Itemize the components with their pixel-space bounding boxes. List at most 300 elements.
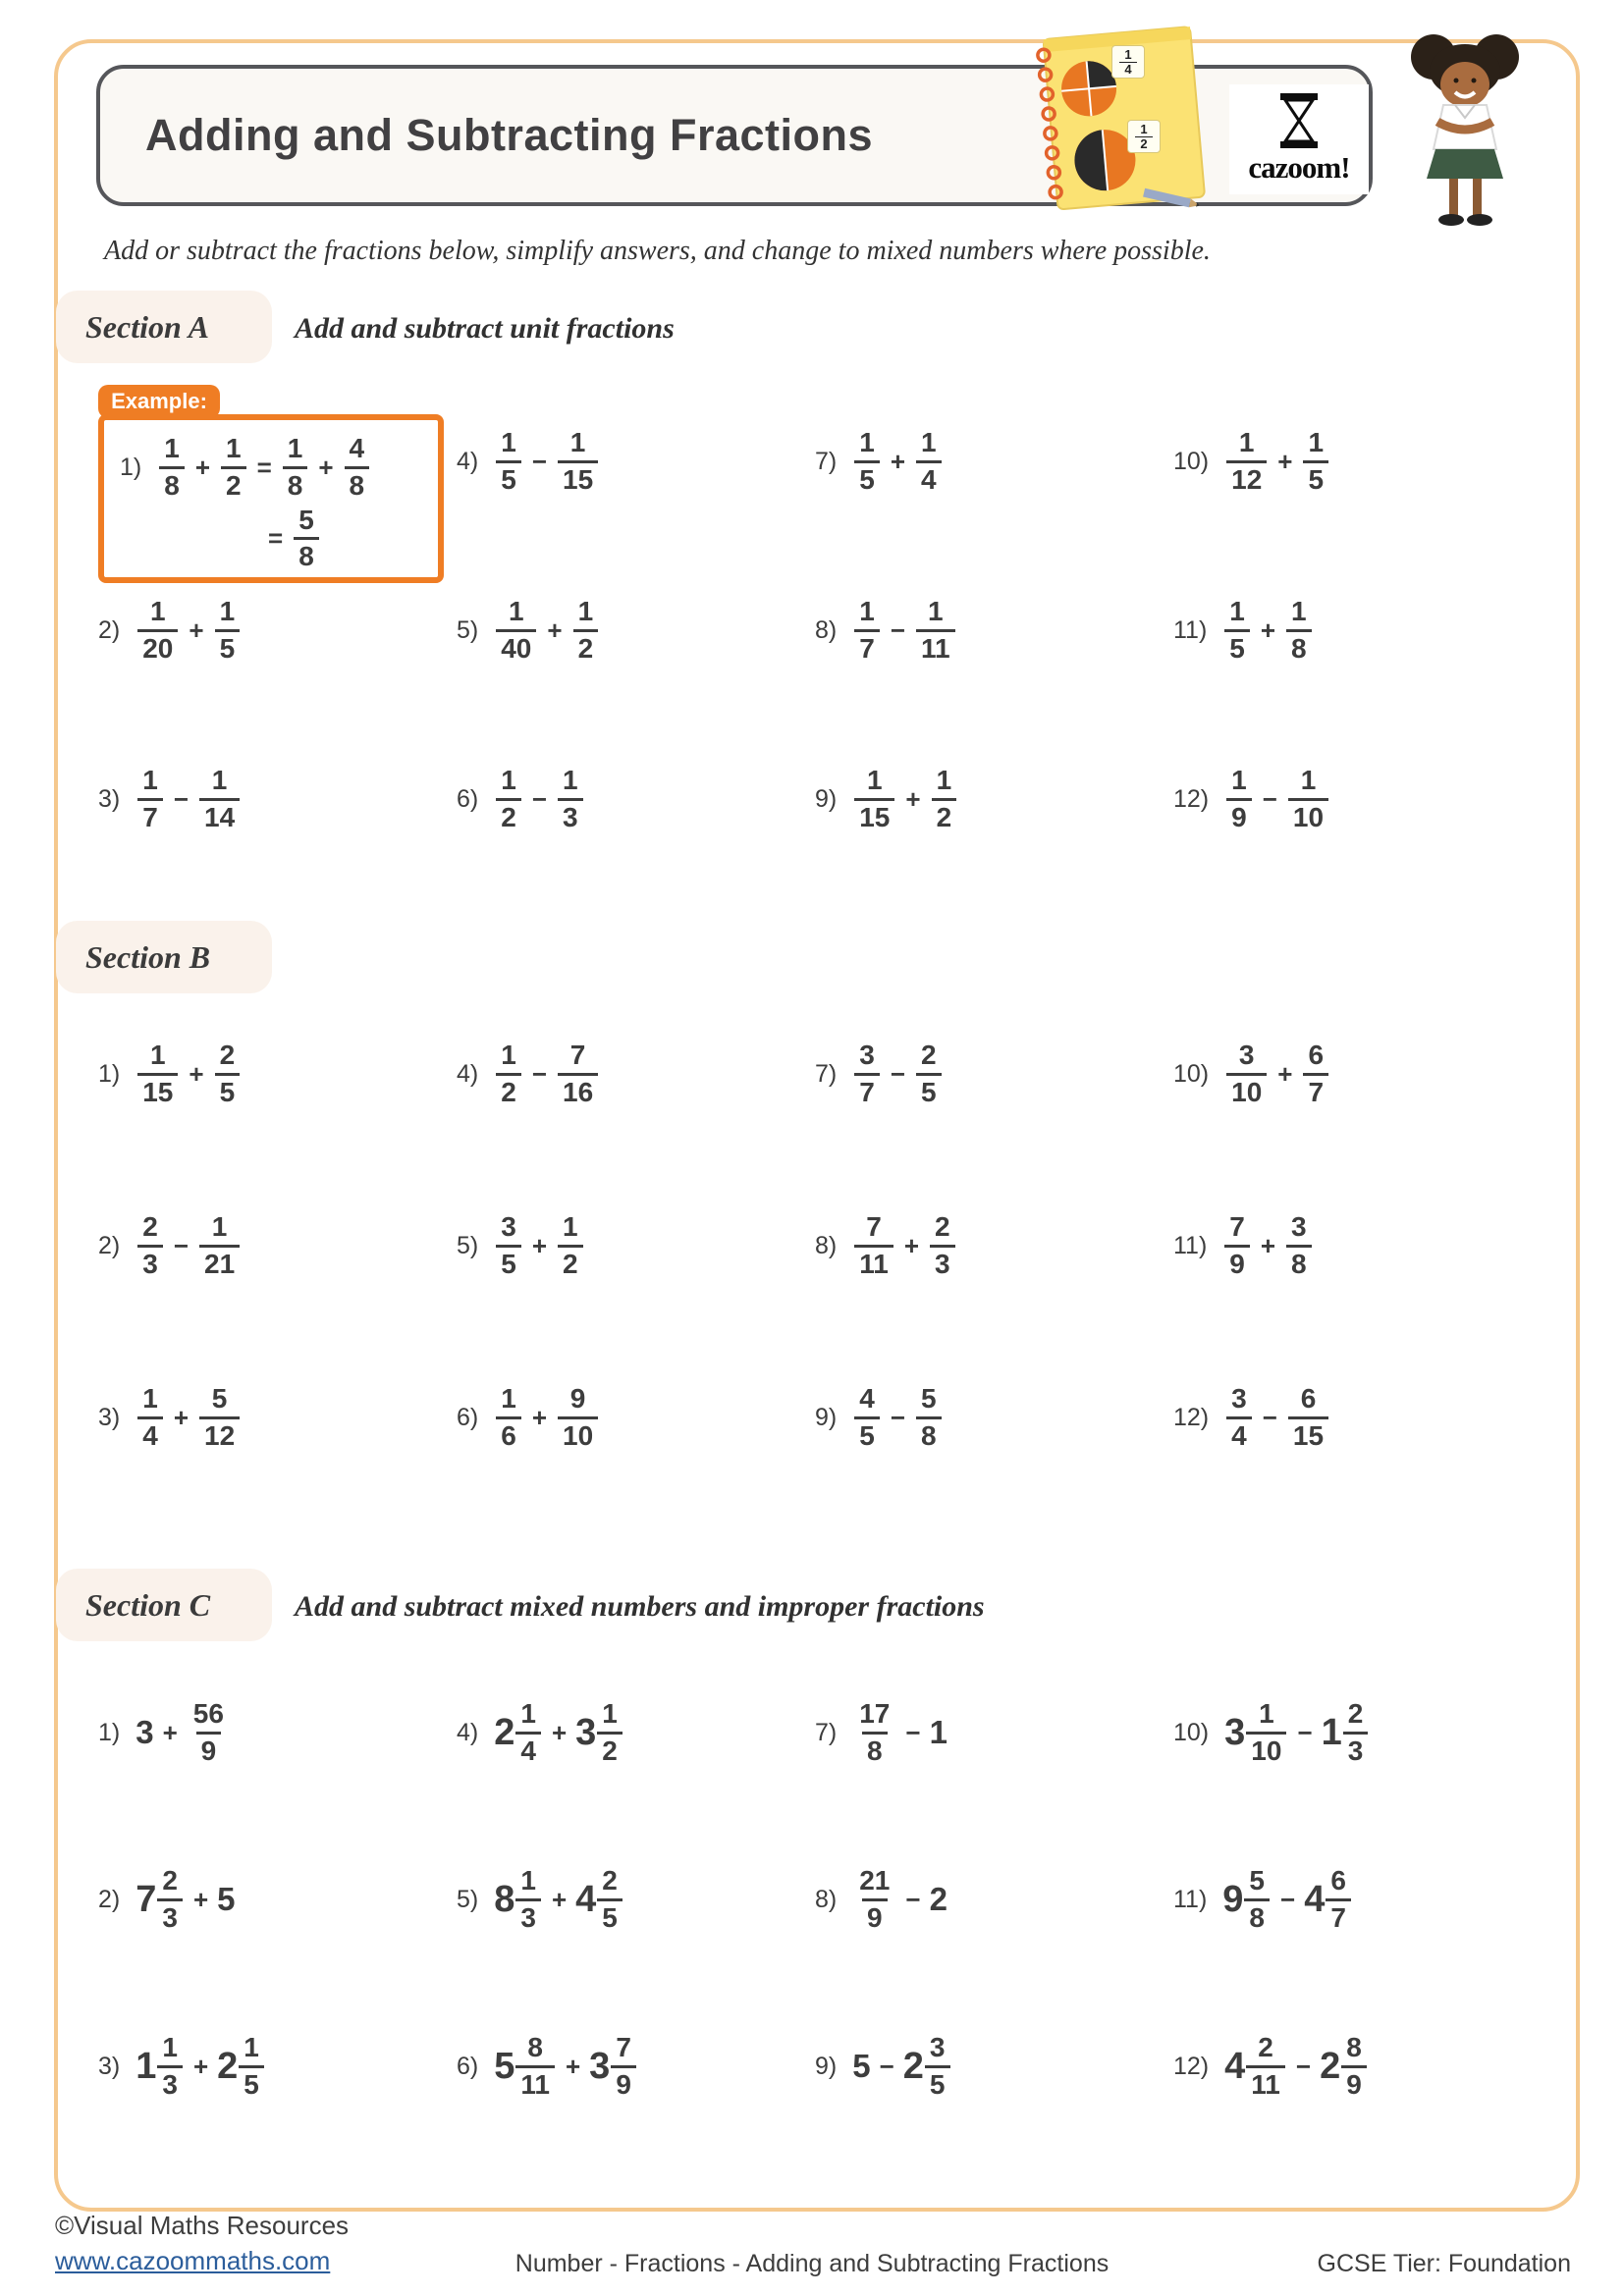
numerator: 2 — [602, 1864, 618, 1896]
problem-number: 12) — [1173, 1404, 1210, 1431]
denominator: 9 — [1224, 1245, 1250, 1280]
denominator: 11 — [916, 629, 955, 665]
problem-6 — [457, 1332, 815, 1504]
numerator: 5 — [921, 1383, 937, 1415]
problem-8 — [815, 1160, 1173, 1332]
denominator: 4 — [137, 1416, 163, 1452]
section-c-heading: Add and subtract mixed numbers and improper fractions — [295, 1590, 985, 1623]
fraction — [573, 597, 599, 665]
whole-number: 4 — [1224, 2045, 1246, 2087]
fraction — [283, 434, 308, 502]
operator: − — [905, 1884, 921, 1914]
denominator: 10 — [1288, 798, 1328, 833]
numerator: 1 — [1291, 595, 1307, 626]
section-b-problems — [98, 988, 1542, 1504]
tiny-denominator: 2 — [1140, 135, 1148, 151]
section-b-label-box — [56, 921, 272, 993]
whole-number: 2 — [1320, 2045, 1341, 2087]
numerator: 1 — [569, 426, 586, 457]
numerator: 1 — [501, 1040, 516, 1071]
problem-2 — [98, 1816, 457, 1983]
operator: + — [531, 1231, 547, 1260]
operator: = — [256, 452, 272, 482]
denominator: 9 — [196, 1732, 222, 1767]
problem-9 — [815, 1983, 1173, 2150]
fraction — [854, 766, 894, 833]
problem-5 — [457, 1160, 815, 1332]
problem-3 — [98, 715, 457, 883]
fraction — [1226, 766, 1252, 833]
denominator: 3 — [515, 1898, 541, 1934]
numerator: 6 — [1300, 1383, 1317, 1415]
fraction — [137, 1384, 163, 1452]
problem-3 — [98, 1983, 457, 2150]
denominator: 10 — [1226, 1073, 1267, 1108]
problem-number: 2) — [98, 1232, 121, 1259]
numerator: 6 — [1330, 1864, 1346, 1896]
fraction — [496, 766, 521, 833]
logo-text: cazoom! — [1248, 150, 1350, 185]
denominator: 2 — [558, 1245, 583, 1280]
denominator: 5 — [215, 629, 241, 665]
whole-number: 2 — [494, 1711, 515, 1753]
numerator: 3 — [859, 1040, 875, 1071]
notepad-illustration — [1021, 26, 1213, 217]
numerator: 1 — [150, 595, 166, 626]
fraction — [215, 1041, 241, 1108]
denominator: 11 — [854, 1245, 893, 1280]
denominator: 9 — [1341, 2065, 1367, 2101]
section-b-label: Section B — [85, 938, 211, 975]
problem-number: 8) — [815, 1232, 838, 1259]
numerator: 8 — [527, 2031, 543, 2062]
problem-number: 4) — [457, 447, 479, 475]
problem-number: 6) — [457, 2052, 479, 2080]
fraction — [294, 506, 319, 573]
mixed-number — [1304, 1866, 1353, 1934]
fraction — [1244, 1866, 1270, 1934]
example-tab: Example: — [98, 385, 220, 418]
problem-8 — [815, 1816, 1173, 1983]
numerator: 1 — [1300, 764, 1317, 795]
numerator: 1 — [1308, 426, 1325, 457]
mixed-number — [1322, 1699, 1371, 1767]
fraction — [854, 1384, 880, 1452]
problem-number: 9) — [815, 1404, 838, 1431]
fraction — [1303, 428, 1328, 496]
fraction — [189, 1699, 229, 1767]
whole-number: 1 — [1321, 1711, 1342, 1753]
whole-number: 4 — [1304, 1878, 1326, 1920]
numerator: 1 — [577, 595, 594, 626]
problem-7 — [815, 377, 1173, 546]
operator: − — [173, 783, 189, 814]
fraction — [199, 1384, 240, 1452]
mixed-number — [575, 1866, 624, 1934]
problem-8 — [815, 546, 1173, 715]
mixed-number — [589, 2033, 638, 2101]
problem-number: 8) — [815, 1885, 838, 1913]
fraction — [496, 597, 536, 665]
problem-number: 1) — [98, 1060, 121, 1088]
fraction — [1226, 1041, 1267, 1108]
denominator: 11 — [1246, 2065, 1285, 2101]
denominator: 16 — [558, 1073, 598, 1108]
problem-number: 3) — [98, 1404, 121, 1431]
denominator: 7 — [1303, 1073, 1328, 1108]
problem-number: 12) — [1173, 784, 1210, 813]
notepad-fraction-quarter — [1111, 45, 1145, 79]
operator: + — [547, 614, 563, 645]
problem-7 — [815, 1649, 1173, 1816]
fraction — [215, 597, 241, 665]
fraction — [558, 428, 598, 496]
problem-5 — [457, 546, 815, 715]
problem-number: 5) — [457, 1885, 479, 1913]
denominator: 5 — [1224, 629, 1250, 665]
numerator: 17 — [859, 1697, 891, 1729]
whole-number: 3 — [135, 1714, 154, 1750]
denominator: 21 — [199, 1245, 240, 1280]
hourglass-icon — [1278, 93, 1320, 148]
operator: − — [890, 1403, 905, 1432]
whole-number: 3 — [575, 1711, 597, 1753]
fraction — [1288, 1384, 1328, 1452]
numerator: 5 — [298, 504, 314, 535]
numerator: 1 — [936, 764, 952, 795]
operator: − — [905, 1717, 921, 1747]
problem-number: 6) — [457, 1404, 479, 1431]
student-illustration — [1386, 27, 1543, 234]
page-title: Adding and Subtracting Fractions — [145, 110, 874, 160]
fraction — [515, 2033, 555, 2101]
problem-number: 7) — [815, 1718, 838, 1746]
section-a-heading: Add and subtract unit fractions — [295, 312, 675, 345]
numerator: 7 — [1229, 1211, 1245, 1243]
fraction — [558, 1384, 598, 1452]
problem-number: 7) — [815, 1060, 838, 1088]
denominator: 15 — [137, 1073, 178, 1108]
fraction — [597, 1699, 623, 1767]
problem-11 — [1173, 546, 1532, 715]
numerator: 1 — [509, 595, 524, 626]
numerator: 21 — [859, 1864, 891, 1896]
mixed-number — [575, 1699, 624, 1767]
denominator: 4 — [916, 460, 942, 496]
operator: + — [192, 2051, 209, 2081]
numerator: 5 — [1249, 1864, 1265, 1896]
problem-number: 10) — [1173, 1718, 1210, 1746]
fraction — [854, 1212, 893, 1280]
problem-number: 9) — [815, 784, 838, 813]
fraction — [932, 766, 957, 833]
student-graphic — [1386, 27, 1543, 234]
numerator: 1 — [211, 1211, 228, 1243]
denominator: 11 — [515, 2065, 555, 2101]
numerator: 1 — [142, 764, 158, 795]
fraction — [496, 428, 521, 496]
denominator: 3 — [558, 798, 583, 833]
denominator: 6 — [496, 1416, 521, 1452]
operator: − — [531, 783, 547, 814]
numerator: 1 — [1229, 595, 1245, 626]
problem-number: 9) — [815, 2052, 838, 2080]
problem-11 — [1173, 1816, 1532, 1983]
numerator: 3 — [1291, 1211, 1307, 1243]
numerator: 1 — [563, 764, 578, 795]
whole-number: 3 — [589, 2045, 611, 2087]
cazoom-logo — [1229, 84, 1369, 194]
denominator: 4 — [515, 1732, 541, 1767]
problem-7 — [815, 988, 1173, 1160]
fraction — [1286, 1212, 1312, 1280]
fraction — [239, 2033, 264, 2101]
denominator: 8 — [916, 1416, 942, 1452]
numerator: 1 — [520, 1697, 536, 1729]
numerator: 1 — [602, 1697, 618, 1729]
fraction — [1224, 597, 1250, 665]
denominator: 2 — [496, 1073, 521, 1108]
mixed-number — [494, 2033, 557, 2101]
denominator: 3 — [157, 1898, 183, 1934]
numerator: 1 — [219, 595, 236, 626]
fraction — [854, 428, 880, 496]
operator: + — [890, 446, 905, 476]
problem-10 — [1173, 1649, 1532, 1816]
whole-number: 2 — [929, 1881, 947, 1917]
problem-number: 1) — [120, 453, 142, 481]
whole-number: 8 — [494, 1878, 515, 1920]
numerator: 1 — [501, 764, 516, 795]
tiny-numerator: 1 — [1135, 123, 1153, 137]
denominator: 10 — [558, 1416, 598, 1452]
fraction — [515, 1866, 541, 1934]
numerator: 2 — [162, 1864, 178, 1896]
fraction — [159, 434, 185, 502]
fraction — [854, 1699, 894, 1767]
fraction — [345, 434, 370, 502]
problem-12 — [1173, 1983, 1532, 2150]
fraction — [925, 2033, 950, 2101]
denominator: 2 — [496, 798, 521, 833]
denominator: 15 — [854, 798, 894, 833]
denominator: 12 — [1226, 460, 1267, 496]
numerator: 1 — [150, 1040, 166, 1071]
denominator: 5 — [854, 460, 880, 496]
footer-tier: GCSE Tier: Foundation — [1317, 2250, 1571, 2277]
footer-topic: Number - Fractions - Adding and Subtracting Fractions — [514, 2250, 1110, 2277]
operator: + — [903, 1231, 920, 1260]
fraction — [1226, 428, 1267, 496]
numerator: 1 — [142, 1383, 158, 1415]
numerator: 1 — [867, 764, 883, 795]
mixed-number — [135, 1866, 185, 1934]
problem-number: 4) — [457, 1718, 479, 1746]
numerator: 5 — [211, 1383, 228, 1415]
numerator: 2 — [1258, 2031, 1273, 2062]
section-c-label-box — [56, 1569, 272, 1641]
fraction — [157, 1866, 183, 1934]
operator: + — [194, 452, 210, 482]
instructions-text: Add or subtract the fractions below, simplify answers, and change to mixed numbers where possible. — [104, 236, 1211, 266]
whole-number: 5 — [494, 2045, 515, 2087]
problem-number: 10) — [1173, 447, 1210, 475]
numerator: 2 — [935, 1211, 950, 1243]
operator: + — [189, 1059, 204, 1089]
problem-number: 11) — [1173, 615, 1208, 644]
whole-number: 5 — [217, 1881, 236, 1917]
operator: + — [565, 2051, 581, 2081]
problem-number: 2) — [98, 1885, 121, 1913]
denominator: 2 — [221, 466, 246, 502]
operator: − — [1262, 783, 1277, 814]
tiny-denominator: 4 — [1124, 61, 1132, 77]
fraction — [137, 597, 178, 665]
operator: = — [268, 523, 284, 554]
numerator: 1 — [859, 426, 875, 457]
fraction — [496, 1212, 521, 1280]
problem-11 — [1173, 1160, 1532, 1332]
mixed-number — [1224, 1699, 1288, 1767]
section-c-label: Section C — [85, 1586, 211, 1623]
denominator: 2 — [597, 1732, 623, 1767]
operator: − — [173, 1231, 189, 1260]
problem-number: 10) — [1173, 1060, 1210, 1088]
denominator: 3 — [157, 2065, 183, 2101]
operator: − — [531, 446, 547, 476]
numerator: 9 — [569, 1383, 586, 1415]
fraction — [916, 428, 942, 496]
fraction — [137, 1212, 163, 1280]
numerator: 1 — [287, 433, 303, 463]
denominator: 9 — [1226, 798, 1252, 833]
operator: + — [173, 1403, 189, 1432]
denominator: 5 — [1303, 460, 1328, 496]
fraction — [916, 1384, 942, 1452]
numerator: 1 — [563, 1211, 578, 1243]
denominator: 12 — [199, 1416, 240, 1452]
numerator: 2 — [142, 1211, 158, 1243]
numerator: 4 — [349, 433, 365, 463]
mixed-number — [217, 2033, 266, 2101]
fraction — [1341, 2033, 1367, 2101]
fraction — [157, 2033, 183, 2101]
fraction — [1343, 1699, 1369, 1767]
problem-10 — [1173, 377, 1532, 546]
whole-number: 5 — [852, 2048, 871, 2084]
operator: − — [879, 2051, 894, 2081]
denominator: 8 — [1286, 1245, 1312, 1280]
numerator: 7 — [569, 1040, 586, 1071]
fraction — [916, 1041, 942, 1108]
denominator: 15 — [558, 460, 598, 496]
problem-number: 3) — [98, 784, 121, 813]
operator: − — [531, 1059, 547, 1089]
fraction — [1246, 2033, 1285, 2101]
denominator: 7 — [137, 798, 163, 833]
fraction — [597, 1866, 623, 1934]
operator: + — [1277, 1059, 1293, 1089]
numerator: 3 — [501, 1211, 516, 1243]
operator: + — [318, 452, 334, 482]
numerator: 2 — [1347, 1697, 1364, 1729]
denominator: 8 — [283, 466, 308, 502]
denominator: 2 — [573, 629, 599, 665]
operator: − — [890, 614, 905, 645]
numerator: 1 — [211, 764, 228, 795]
denominator: 14 — [199, 798, 240, 833]
operator: + — [531, 1403, 547, 1432]
numerator: 3 — [1231, 1383, 1247, 1415]
fraction — [137, 766, 163, 833]
problem-number: 5) — [457, 615, 479, 644]
operator: + — [192, 1884, 209, 1914]
problem-1 — [98, 1649, 457, 1816]
whole-number: 2 — [902, 2045, 924, 2087]
operator: + — [905, 783, 921, 814]
section-c-problems — [98, 1649, 1542, 2150]
fraction — [199, 1212, 240, 1280]
whole-number: 4 — [575, 1878, 597, 1920]
denominator: 3 — [1343, 1732, 1369, 1767]
fraction — [221, 434, 246, 502]
numerator: 8 — [1346, 2031, 1362, 2062]
denominator: 8 — [345, 466, 370, 502]
fraction — [496, 1384, 521, 1452]
problem-2 — [98, 1160, 457, 1332]
problem-12 — [1173, 715, 1532, 883]
denominator: 8 — [294, 537, 319, 572]
section-a-label-box — [56, 291, 272, 363]
footer-website-link[interactable]: www.cazoommaths.com — [55, 2246, 331, 2275]
problem-number: 11) — [1173, 1232, 1208, 1259]
numerator: 1 — [226, 433, 242, 463]
tiny-numerator: 1 — [1119, 48, 1137, 63]
operator: + — [1277, 446, 1293, 476]
denominator: 8 — [1286, 629, 1312, 665]
problem-number: 4) — [457, 1060, 479, 1088]
problem-5 — [457, 1816, 815, 1983]
numerator: 1 — [244, 2031, 259, 2062]
problem-number: 3) — [98, 2052, 121, 2080]
problem-4 — [457, 1649, 815, 1816]
fraction — [1286, 597, 1312, 665]
whole-number: 2 — [217, 2045, 239, 2087]
numerator: 1 — [1231, 764, 1247, 795]
mixed-number — [903, 2033, 952, 2101]
numerator: 3 — [1238, 1040, 1255, 1071]
denominator: 5 — [925, 2065, 950, 2101]
problem-6 — [457, 1983, 815, 2150]
fraction — [854, 1866, 894, 1934]
fraction — [611, 2033, 636, 2101]
operator: − — [890, 1059, 905, 1089]
mixed-number — [494, 1866, 543, 1934]
operator: + — [1260, 614, 1276, 645]
denominator: 3 — [930, 1245, 955, 1280]
operator: + — [551, 1884, 568, 1914]
fraction — [496, 1041, 521, 1108]
notepad-fraction-half — [1127, 120, 1161, 153]
denominator: 5 — [496, 460, 521, 496]
denominator: 7 — [1326, 1898, 1351, 1934]
numerator: 1 — [1238, 426, 1255, 457]
denominator: 5 — [239, 2065, 264, 2101]
fraction — [1326, 1866, 1351, 1934]
denominator: 3 — [137, 1245, 163, 1280]
mixed-number — [494, 1699, 543, 1767]
fraction — [854, 1041, 880, 1108]
